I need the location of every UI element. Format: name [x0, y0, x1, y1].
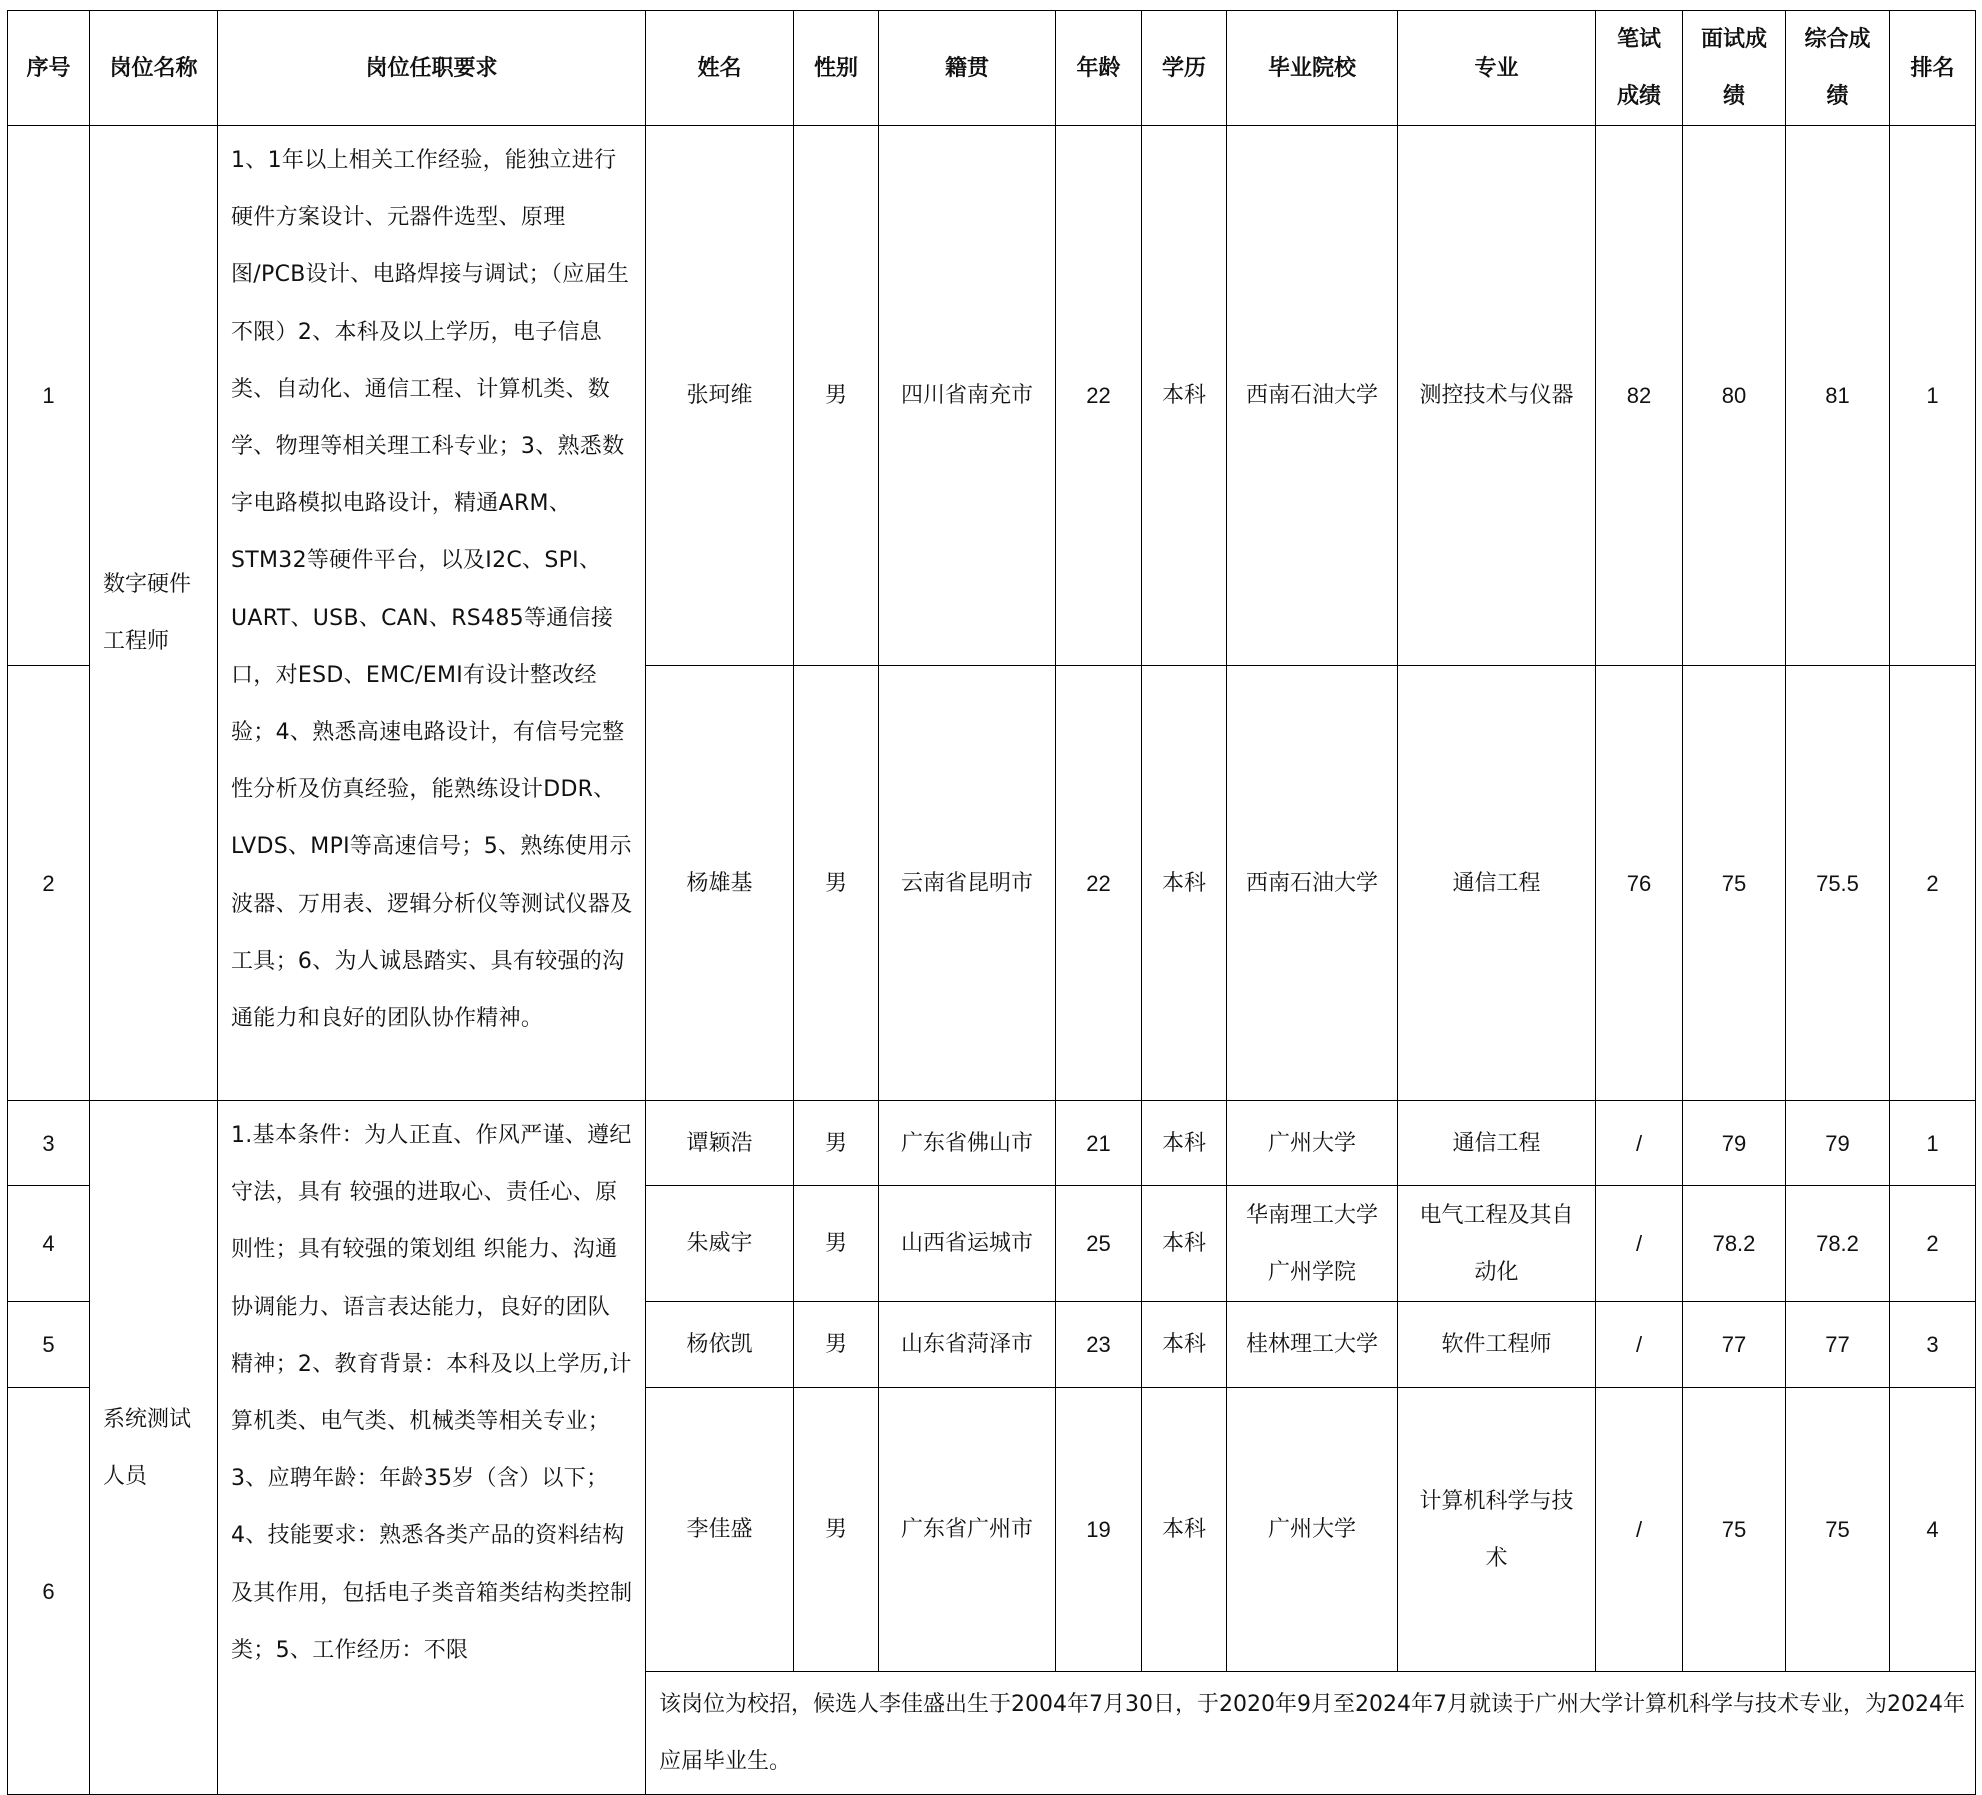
post-line2: 工程师 — [103, 629, 170, 654]
cell-name: 杨雄基 — [646, 666, 794, 1101]
cell-seq: 4 — [8, 1186, 90, 1302]
cell-age: 23 — [1056, 1302, 1142, 1388]
cell-native-place: 四川省南充市 — [879, 126, 1056, 666]
cell-note: 该岗位为校招，候选人李佳盛出生于2004年7月30日，于2020年9月至2024年7月就读于广州大学计算机科学与技术专业，为2024年应届毕业生。 — [646, 1672, 1976, 1795]
header-overall-score — [1786, 11, 1890, 126]
cell-native-place: 山东省菏泽市 — [879, 1302, 1056, 1388]
header-major: 专业 — [1398, 11, 1596, 126]
cell-written-score: 82 — [1596, 126, 1683, 666]
cell-age: 19 — [1056, 1388, 1142, 1672]
cell-rank: 2 — [1890, 666, 1976, 1101]
cell-written-score: / — [1596, 1388, 1683, 1672]
major-line1: 电气工程及其自 — [1419, 1202, 1574, 1228]
header-education: 学历 — [1142, 11, 1227, 126]
cell-rank: 4 — [1890, 1388, 1976, 1672]
header-written-score-line1: 笔试 — [1616, 27, 1661, 52]
cell-education: 本科 — [1142, 1388, 1227, 1672]
school-line2: 广州学院 — [1267, 1259, 1356, 1285]
cell-name: 谭颖浩 — [646, 1101, 794, 1186]
cell-education: 本科 — [1142, 1186, 1227, 1302]
post-line1: 系统测试 — [103, 1406, 192, 1432]
cell-rank: 2 — [1890, 1186, 1976, 1302]
cell-major: 软件工程师 — [1398, 1302, 1596, 1388]
cell-age: 22 — [1056, 666, 1142, 1101]
header-gender: 性别 — [794, 11, 879, 126]
cell-rank: 1 — [1890, 1101, 1976, 1186]
cell-native-place: 山西省运城市 — [879, 1186, 1056, 1302]
cell-school — [1227, 1186, 1398, 1302]
cell-overall-score: 77 — [1786, 1302, 1890, 1388]
cell-overall-score: 78.2 — [1786, 1186, 1890, 1302]
cell-interview-score: 78.2 — [1683, 1186, 1786, 1302]
header-requirements: 岗位任职要求 — [218, 11, 646, 126]
cell-major — [1398, 1186, 1596, 1302]
header-overall-score-line2: 绩 — [1826, 84, 1849, 109]
cell-major — [1398, 1388, 1596, 1672]
cell-overall-score: 79 — [1786, 1101, 1890, 1186]
header-native-place: 籍贯 — [879, 11, 1056, 126]
cell-major: 通信工程 — [1398, 666, 1596, 1101]
cell-gender: 男 — [794, 1388, 879, 1672]
cell-education: 本科 — [1142, 666, 1227, 1101]
cell-gender: 男 — [794, 126, 879, 666]
cell-name: 李佳盛 — [646, 1388, 794, 1672]
cell-overall-score: 75 — [1786, 1388, 1890, 1672]
major-line2: 动化 — [1474, 1259, 1519, 1285]
cell-rank: 3 — [1890, 1302, 1976, 1388]
post-line1: 数字硬件 — [103, 572, 192, 597]
cell-seq: 2 — [8, 666, 90, 1101]
header-seq: 序号 — [8, 11, 90, 126]
header-rank: 排名 — [1890, 11, 1976, 126]
cell-seq: 6 — [8, 1388, 90, 1795]
cell-written-score: / — [1596, 1302, 1683, 1388]
cell-requirements: 1.基本条件：为人正直、作风严谨、遵纪守法，具有 较强的进取心、责任心、原则性；具有较强的策划组 织能力、沟通协调能力、语言表达能力，良好的团队 精神；2、教育背景：本科及以上学历,计算机类、电气类、机械类等相关专业；3、应聘年龄：年龄35岁（含）以下；4、技能要求：熟悉各类产品的资料结构及其作用，包括电子类音箱类结构类控制类；5、工作经历：不限 — [218, 1101, 646, 1795]
cell-post — [90, 1101, 218, 1795]
major-line2: 术 — [1485, 1545, 1508, 1571]
header-row — [8, 11, 1976, 126]
header-interview-score-line1: 面试成 — [1700, 27, 1767, 52]
cell-written-score: / — [1596, 1101, 1683, 1186]
header-name: 姓名 — [646, 11, 794, 126]
cell-age: 25 — [1056, 1186, 1142, 1302]
cell-native-place: 广东省广州市 — [879, 1388, 1056, 1672]
candidate-table — [7, 10, 1976, 1795]
cell-school: 西南石油大学 — [1227, 126, 1398, 666]
cell-education: 本科 — [1142, 1302, 1227, 1388]
cell-interview-score: 77 — [1683, 1302, 1786, 1388]
cell-education: 本科 — [1142, 126, 1227, 666]
cell-seq: 3 — [8, 1101, 90, 1186]
cell-gender: 男 — [794, 666, 879, 1101]
cell-overall-score: 81 — [1786, 126, 1890, 666]
header-written-score — [1596, 11, 1683, 126]
major-line1: 计算机科学与技 — [1419, 1488, 1574, 1514]
cell-interview-score: 80 — [1683, 126, 1786, 666]
cell-native-place: 云南省昆明市 — [879, 666, 1056, 1101]
header-school: 毕业院校 — [1227, 11, 1398, 126]
cell-gender: 男 — [794, 1186, 879, 1302]
header-interview-score — [1683, 11, 1786, 126]
header-overall-score-line1: 综合成 — [1804, 27, 1871, 52]
cell-school: 桂林理工大学 — [1227, 1302, 1398, 1388]
cell-gender: 男 — [794, 1302, 879, 1388]
cell-name: 杨依凯 — [646, 1302, 794, 1388]
cell-seq: 1 — [8, 126, 90, 666]
header-interview-score-line2: 绩 — [1722, 84, 1745, 109]
school-line1: 华南理工大学 — [1245, 1202, 1378, 1228]
cell-gender: 男 — [794, 1101, 879, 1186]
cell-written-score: / — [1596, 1186, 1683, 1302]
header-written-score-line2: 成绩 — [1616, 84, 1661, 109]
cell-written-score: 76 — [1596, 666, 1683, 1101]
cell-school: 广州大学 — [1227, 1101, 1398, 1186]
cell-major: 通信工程 — [1398, 1101, 1596, 1186]
cell-education: 本科 — [1142, 1101, 1227, 1186]
cell-school: 广州大学 — [1227, 1388, 1398, 1672]
cell-interview-score: 75 — [1683, 1388, 1786, 1672]
table-row — [8, 1101, 1976, 1186]
table-row — [8, 126, 1976, 666]
header-post: 岗位名称 — [90, 11, 218, 126]
cell-seq: 5 — [8, 1302, 90, 1388]
cell-requirements: 1、1年以上相关工作经验，能独立进行硬件方案设计、元器件选型、原理图/PCB设计、电路焊接与调试；（应届生不限）2、本科及以上学历，电子信息类、自动化、通信工程、计算机类、数学、物理等相关理工科专业；3、熟悉数字电路模拟电路设计，精通ARM、STM32等硬件平台，以及I2C、SPI、UART、USB、CAN、RS485等通信接口，对ESD、EMC/EMI有设计整改经验；4、熟悉高速电路设计，有信号完整性分析及仿真经验，能熟练设计DDR、LVDS、MPI等高速信号；5、熟练使用示波器、万用表、逻辑分析仪等测试仪器及工具；6、为人诚恳踏实、具有较强的沟通能力和良好的团队协作精神。 — [218, 126, 646, 1101]
cell-interview-score: 75 — [1683, 666, 1786, 1101]
header-age: 年龄 — [1056, 11, 1142, 126]
post-line2: 人员 — [103, 1463, 148, 1489]
cell-rank: 1 — [1890, 126, 1976, 666]
cell-name: 朱威宇 — [646, 1186, 794, 1302]
cell-native-place: 广东省佛山市 — [879, 1101, 1056, 1186]
cell-overall-score: 75.5 — [1786, 666, 1890, 1101]
cell-interview-score: 79 — [1683, 1101, 1786, 1186]
cell-age: 21 — [1056, 1101, 1142, 1186]
cell-major: 测控技术与仪器 — [1398, 126, 1596, 666]
cell-age: 22 — [1056, 126, 1142, 666]
cell-name: 张珂维 — [646, 126, 794, 666]
cell-school: 西南石油大学 — [1227, 666, 1398, 1101]
cell-post — [90, 126, 218, 1101]
